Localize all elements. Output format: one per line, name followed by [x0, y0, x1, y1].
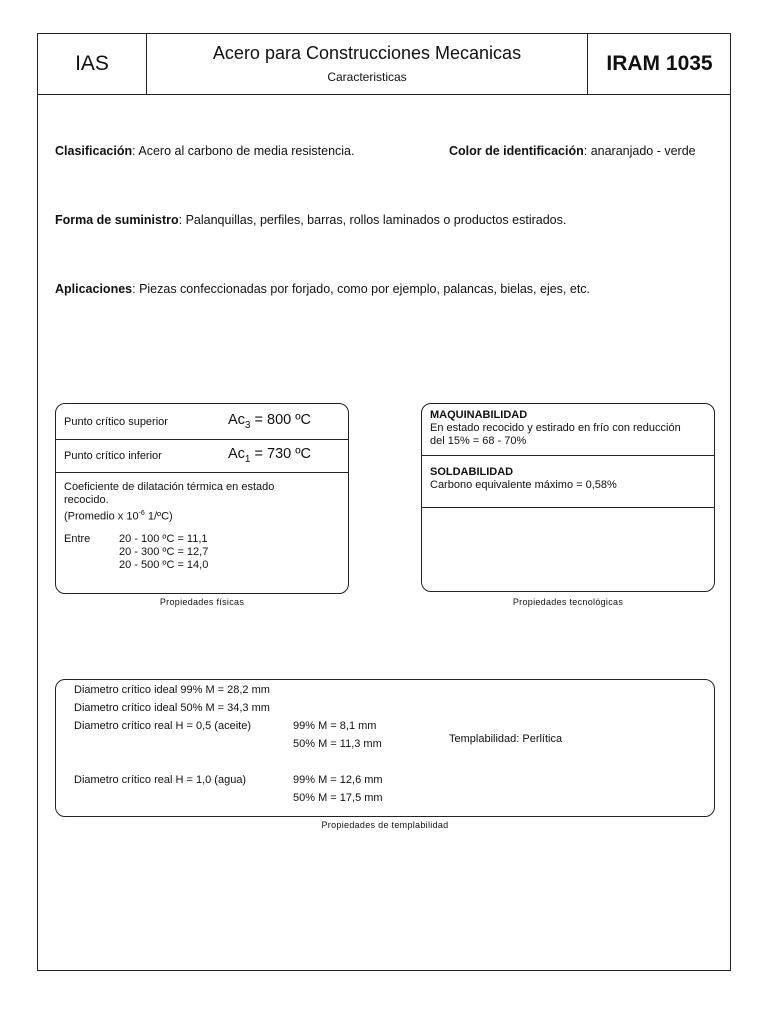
maquinabilidad-cell — [422, 404, 714, 455]
entre-row-3: 20 - 500 ºC = 14,0 — [119, 558, 209, 571]
header-iram: IRAM 1035 — [587, 34, 731, 94]
forma-value: : Palanquillas, perfiles, barras, rollos laminados o productos estirados. — [178, 213, 567, 227]
sold-line: Carbono equivalente máximo = 0,58% — [430, 479, 617, 491]
maq-line2: del 15% = 68 - 70% — [430, 435, 527, 447]
tecnologicas-caption: Propiedades tecnológicas — [512, 597, 624, 607]
templ-perlitica: Templabilidad: Perlítica — [449, 733, 563, 745]
coef-line2: recocido. — [64, 494, 109, 506]
coef-line1: Coeficiente de dilatación térmica en estado — [64, 481, 275, 493]
tecnologicas-empty-cell — [422, 507, 714, 591]
forma-line — [55, 213, 566, 227]
templ-row-4b: 50% M = 11,3 mm — [293, 738, 382, 750]
inferior-label: Punto crítico inferior — [64, 450, 162, 462]
aplicaciones-line — [55, 282, 590, 296]
color-line — [449, 144, 696, 158]
inferior-ac: $Ac_1 = 730$ ºC — [228, 446, 311, 465]
clasificacion-value: : Acero al carbono de media resistencia. — [132, 144, 355, 158]
inferior-row — [56, 439, 348, 472]
coef-line3: (Promedio x $10^{-6}$ 1/ºC) — [64, 510, 173, 523]
color-label: Color de identificación — [449, 144, 584, 158]
fisicas-box — [55, 403, 349, 594]
forma-label: Forma de suministro — [55, 213, 179, 227]
entre-row-2: 20 - 300 ºC = 12,7 — [119, 545, 209, 558]
entre-block — [64, 533, 348, 575]
templabilidad-caption: Propiedades de templabilidad — [321, 820, 449, 830]
coeficiente-cell — [56, 472, 348, 593]
templ-row-5b: 99% M = 12,6 mm — [293, 774, 383, 786]
header-center — [147, 34, 587, 94]
templ-row-1: Diametro crítico ideal 99% M = 28,2 mm — [74, 684, 270, 696]
templabilidad-box — [55, 679, 715, 817]
templ-row-2: Diametro crítico ideal 50% M = 34,3 mm — [74, 702, 270, 714]
header-subtitle: Caracteristicas — [327, 70, 407, 84]
templ-row-3a: Diametro crítico real H = 0,5 (aceite) — [74, 720, 251, 732]
header-ias: IAS — [38, 34, 147, 94]
maq-line1: En estado recocido y estirado en frío con reducción — [430, 422, 681, 434]
templ-row-3b: 99% M = 8,1 mm — [293, 720, 377, 732]
soldabilidad-cell — [422, 455, 714, 507]
clasificacion-line — [55, 144, 354, 158]
superior-label: Punto crítico superior — [64, 416, 168, 428]
aplicaciones-label: Aplicaciones — [55, 282, 133, 296]
maq-title: MAQUINABILIDAD — [430, 409, 528, 421]
templ-row-6b: 50% M = 17,5 mm — [293, 792, 383, 804]
superior-ac: $Ac_3 = 800$ ºC — [228, 412, 311, 431]
color-value: : anaranjado - verde — [583, 144, 696, 158]
aplicaciones-value: : Piezas confeccionadas por forjado, como por ejemplo, palancas, bielas, ejes, etc. — [132, 282, 591, 296]
superior-row — [56, 404, 348, 439]
entre-row-1: 20 - 100 ºC = 11,1 — [119, 532, 208, 545]
clasificacion-label: Clasificación — [55, 144, 133, 158]
templ-row-5a: Diametro crítico real H = 1,0 (agua) — [74, 774, 247, 786]
fisicas-caption: Propiedades físicas — [159, 597, 245, 607]
sold-title: SOLDABILIDAD — [430, 466, 514, 478]
entre-label: Entre — [64, 532, 91, 545]
header — [38, 34, 730, 95]
tecnologicas-box — [421, 403, 715, 592]
header-title: Acero para Construcciones Mecanicas — [212, 43, 522, 63]
